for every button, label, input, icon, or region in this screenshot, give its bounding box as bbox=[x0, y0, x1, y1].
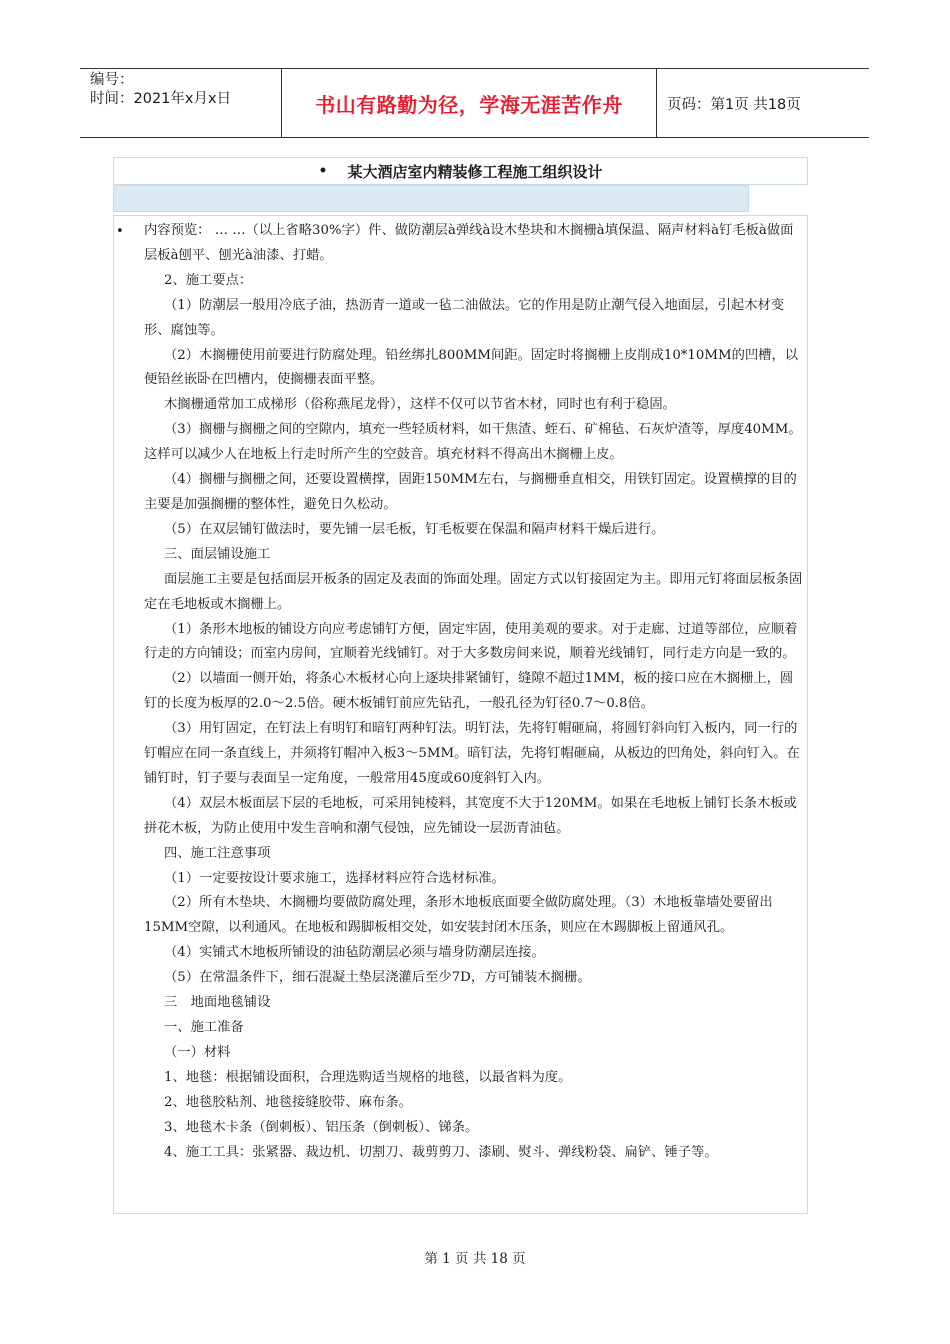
title-bullet: • bbox=[318, 163, 328, 179]
paragraph: （2）以墙面一侧开始，将条心木板材心向上逐块排紧铺钉，缝隙不超过1MM，板的接口应在木搁栅上，圆钉的长度为板厚的2.0～2.5倍。硬木板铺钉前应先钻孔，一般孔径为钉径0.7～0.8倍。 bbox=[144, 671, 794, 712]
header-left-cell bbox=[80, 69, 282, 137]
paragraph: 一、施工准备 bbox=[164, 1020, 244, 1035]
header-table bbox=[80, 68, 869, 138]
code-label: 编号： bbox=[90, 72, 134, 88]
paragraph: （4）双层木板面层下层的毛地板，可采用钝棱料，其宽度不大于120MM。如果在毛地板上铺钉长条木板或拼花木板，为防止使用中发生音响和潮气侵蚀，应先铺设一层沥青油毡。 bbox=[144, 795, 797, 836]
paragraph: 面层施工主要是包括面层开板条的固定及表面的饰面处理。固定方式以钉接固定为主。即用元钉将面层板条固定在毛地板或木搁栅上。 bbox=[144, 571, 803, 612]
motto: 书山有路勤为径，学海无涯苦作舟 bbox=[282, 69, 657, 137]
paragraph: （5）在双层铺钉做法时，要先铺一层毛板，钉毛板要在保温和隔声材料干燥后进行。 bbox=[164, 521, 665, 537]
time-label: 时间：2021年x月x日 bbox=[90, 91, 232, 107]
paragraph: 2、地毯胶粘剂、地毯接缝胶带、麻布条。 bbox=[164, 1094, 412, 1110]
page-footer: 第 1 页 共 18 页 bbox=[424, 1251, 526, 1267]
paragraph: （5）在常温条件下，细石混凝土垫层浇灌后至少7D，方可铺装木搁栅。 bbox=[164, 970, 591, 986]
paragraph: 3、地毯木卡条（倒刺板）、铝压条（倒刺板）、锑条。 bbox=[164, 1119, 479, 1135]
document-title: 某大酒店室内精装修工程施工组织设计 bbox=[347, 162, 603, 181]
paragraph: 四、施工注意事项 bbox=[164, 845, 271, 861]
paragraph: 2、施工要点： bbox=[164, 272, 253, 288]
paragraph: （2）所有木垫块、木搁栅均要做防腐处理，条形木地板底面要全做防腐处理。（3）木地板靠墙处要留出15MM空隙，以利通风。在地板和踢脚板相交处，如安装封闭木压条，则应在木踢脚板上留通风孔。 bbox=[144, 895, 773, 936]
paragraph: （3）用钉固定，在钉法上有明钉和暗钉两种钉法。明钉法，先将钉帽砸扁，将圆钉斜向钉入板内，同一行的钉帽应在同一条直线上，并须将钉帽冲入板3～5MM。暗钉法，先将钉帽砸扁，从板边的凹角处，斜向钉入。在铺钉时，钉子要与表面呈一定角度，一般常用45度或60度斜钉入内。 bbox=[144, 721, 800, 786]
paragraph: 三 地面地毯铺设 bbox=[164, 995, 271, 1011]
paragraph: （1）一定要按设计要求施工，选择材料应符合选材标准。 bbox=[164, 870, 505, 886]
document-title-box bbox=[113, 157, 808, 185]
paragraph: （2）木搁栅使用前要进行防腐处理。铅丝绑扎800MM间距。固定时将搁栅上皮削成10*10MM的凹槽，以便铅丝嵌卧在凹槽内，使搁栅表面平整。 bbox=[144, 347, 799, 388]
paragraph: 三、面层铺设施工 bbox=[164, 546, 271, 562]
paragraph: （4）实铺式木地板所铺设的油毡防潮层必须与墙身防潮层连接。 bbox=[164, 945, 545, 961]
paragraph: （1）条形木地板的铺设方向应考虑铺钉方便，固定牢固，使用美观的要求。对于走廊、过道等部位，应顺着行走的方向铺设；而室内房间，宜顺着光线铺钉。对于大多数房间来说，顺着光线铺钉，同行走方向是一致的。 bbox=[144, 621, 798, 662]
paragraph: （一）材料 bbox=[164, 1044, 231, 1060]
page-info: 页码：第1页 共18页 bbox=[667, 96, 801, 113]
content-bullet: • bbox=[116, 224, 124, 239]
paragraph: （3）搁栅与搁栅之间的空隙内，填充一些轻质材料，如干焦渣、蛭石、矿棉毡、石灰炉渣等，厚度40MM。这样可以减少人在地板上行走时所产生的空鼓音。填充材料不得高出木搁栅上皮。 bbox=[144, 422, 802, 463]
paragraph: （4）搁栅与搁栅之间，还要设置横撑，固距150MM左右，与搁栅垂直相交，用铁钉固定。设置横撑的目的主要是加强搁栅的整体性，避免日久松动。 bbox=[144, 472, 797, 512]
paragraph: 4、施工工具：张紧器、裁边机、切割刀、裁剪剪刀、漆刷、熨斗、弹线粉袋、扁铲、锤子等。 bbox=[164, 1144, 718, 1160]
blue-band bbox=[113, 185, 749, 212]
paragraph: 木搁栅通常加工成梯形（俗称燕尾龙骨），这样不仅可以节省木材，同时也有利于稳固。 bbox=[164, 397, 676, 413]
paragraph: 1、地毯：根据铺设面积，合理选购适当规格的地毯，以最省料为度。 bbox=[164, 1069, 572, 1085]
body-text bbox=[144, 219, 804, 1165]
paragraph: 内容预览： … …（以上省略30%字）件、做防潮层à弹线à设木垫块和木搁栅à填保温、隔声材料à钉毛板à做面层板à刨平、刨光à油漆、打蜡。 bbox=[144, 223, 794, 263]
paragraph: （1）防潮层一般用冷底子油，热沥青一道或一毡二油做法。它的作用是防止潮气侵入地面层，引起木材变形、腐蚀等。 bbox=[144, 297, 785, 338]
